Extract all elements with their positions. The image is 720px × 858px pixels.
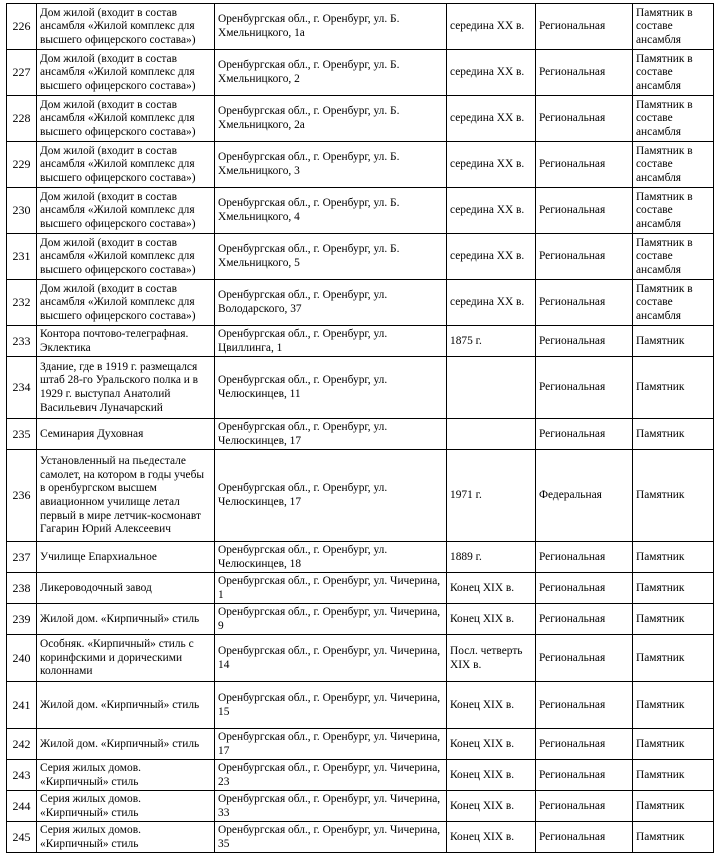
cell-address: Оренбургская обл., г. Оренбург, ул. Б. Хмельницкого, 3 [215,142,447,188]
cell-name: Училище Епархиальное [37,542,215,573]
table-row [7,234,714,280]
cell-date: 1875 г. [447,326,536,357]
table-row [7,760,714,791]
cell-name: Дом жилой (входит в состав ансамбля «Жилой комплекс для высшего офицерского состава») [37,96,215,142]
cell-date: 1889 г. [447,542,536,573]
cell-date: середина XX в. [447,142,536,188]
cell-category: Региональная [536,729,633,760]
cell-address: Оренбургская обл., г. Оренбург, ул. Б. Хмельницкого, 2 [215,50,447,96]
cell-number: 231 [7,234,37,280]
cell-name: Дом жилой (входит в состав ансамбля «Жилой комплекс для высшего офицерского состава») [37,280,215,326]
cell-category: Региональная [536,604,633,635]
cell-address: Оренбургская обл., г. Оренбург, ул. Чичерина, 14 [215,635,447,682]
cell-type: Памятник [633,791,714,822]
cell-name: Дом жилой (входит в состав ансамбля «Жилой комплекс для высшего офицерского состава») [37,50,215,96]
cell-address: Оренбургская обл., г. Оренбург, ул. Челюскинцев, 18 [215,542,447,573]
cell-category: Региональная [536,760,633,791]
cell-number: 229 [7,142,37,188]
cell-type: Памятник в составе ансамбля [633,280,714,326]
cell-number: 244 [7,791,37,822]
cell-name: Семинария Духовная [37,419,215,450]
cell-name: Дом жилой (входит в состав ансамбля «Жилой комплекс для высшего офицерского состава») [37,4,215,50]
cell-category: Региональная [536,50,633,96]
cell-type: Памятник [633,729,714,760]
cell-category: Региональная [536,142,633,188]
cell-type: Памятник [633,450,714,542]
cell-type: Памятник [633,822,714,853]
cell-name: Серия жилых домов. «Кирпичный» стиль [37,822,215,853]
cell-address: Оренбургская обл., г. Оренбург, ул. Цвиллинга, 1 [215,326,447,357]
cell-address: Оренбургская обл., г. Оренбург, ул. Чичерина, 15 [215,682,447,729]
cell-type: Памятник [633,357,714,419]
cell-date: середина XX в. [447,96,536,142]
cell-number: 232 [7,280,37,326]
table-row [7,357,714,419]
cell-date: середина XX в. [447,4,536,50]
cell-number: 245 [7,822,37,853]
cell-number: 230 [7,188,37,234]
cell-address: Оренбургская обл., г. Оренбург, ул. Чичерина, 1 [215,573,447,604]
cell-name: Жилой дом. «Кирпичный» стиль [37,729,215,760]
cell-number: 235 [7,419,37,450]
cell-address: Оренбургская обл., г. Оренбург, ул. Челюскинцев, 11 [215,357,447,419]
table-row [7,419,714,450]
cell-date: Конец XIX в. [447,682,536,729]
table-row [7,822,714,853]
table-row [7,573,714,604]
cell-date: 1971 г. [447,450,536,542]
cell-name: Ликероводочный завод [37,573,215,604]
cell-address: Оренбургская обл., г. Оренбург, ул. Чичерина, 35 [215,822,447,853]
table-row [7,542,714,573]
cell-name: Жилой дом. «Кирпичный» стиль [37,604,215,635]
cell-type: Памятник [633,682,714,729]
cell-address: Оренбургская обл., г. Оренбург, ул. Володарского, 37 [215,280,447,326]
cell-date: Конец XIX в. [447,760,536,791]
cell-type: Памятник в составе ансамбля [633,234,714,280]
cell-name: Серия жилых домов. «Кирпичный» стиль [37,791,215,822]
cell-type: Памятник [633,604,714,635]
cell-date: середина XX в. [447,234,536,280]
table-row [7,50,714,96]
cell-type: Памятник [633,635,714,682]
cell-category: Региональная [536,188,633,234]
cell-category: Региональная [536,96,633,142]
cell-name: Здание, где в 1919 г. размещался штаб 28-го Уральского полка и в 1929 г. выступал Анатолий Васильевич Луначарский [37,357,215,419]
table-row [7,682,714,729]
cell-address: Оренбургская обл., г. Оренбург, ул. Б. Хмельницкого, 5 [215,234,447,280]
cell-category: Региональная [536,234,633,280]
cell-category: Региональная [536,635,633,682]
cell-category: Региональная [536,542,633,573]
cell-category: Региональная [536,280,633,326]
cell-category: Региональная [536,573,633,604]
cell-number: 238 [7,573,37,604]
cell-address: Оренбургская обл., г. Оренбург, ул. Челюскинцев, 17 [215,450,447,542]
table-row [7,326,714,357]
cell-name: Жилой дом. «Кирпичный» стиль [37,682,215,729]
cell-category: Региональная [536,357,633,419]
cell-number: 242 [7,729,37,760]
table-row [7,280,714,326]
cell-type: Памятник [633,760,714,791]
cell-number: 237 [7,542,37,573]
cell-address: Оренбургская обл., г. Оренбург, ул. Б. Хмельницкого, 1а [215,4,447,50]
cell-date: середина XX в. [447,50,536,96]
cell-category: Региональная [536,791,633,822]
cell-name: Дом жилой (входит в состав ансамбля «Жилой комплекс для высшего офицерского состава») [37,234,215,280]
cell-category: Региональная [536,822,633,853]
cell-date: Конец XIX в. [447,729,536,760]
cell-type: Памятник [633,419,714,450]
cell-name: Дом жилой (входит в состав ансамбля «Жилой комплекс для высшего офицерского состава») [37,142,215,188]
table-row [7,4,714,50]
cell-date: Конец XIX в. [447,573,536,604]
cell-number: 240 [7,635,37,682]
cell-name: Установленный на пьедестале самолет, на котором в годы учебы в оренбургском высшем авиационном училище летал первый в мире летчик-космонавт Гагарин Юрий Алексеевич [37,450,215,542]
cell-name: Серия жилых домов. «Кирпичный» стиль [37,760,215,791]
cell-type: Памятник в составе ансамбля [633,188,714,234]
cell-name: Контора почтово-телеграфная. Эклектика [37,326,215,357]
cell-type: Памятник в составе ансамбля [633,4,714,50]
table-body [7,4,714,853]
cell-date: Конец XIX в. [447,791,536,822]
cell-category: Федеральная [536,450,633,542]
cell-number: 227 [7,50,37,96]
cell-category: Региональная [536,419,633,450]
cell-number: 234 [7,357,37,419]
cell-number: 239 [7,604,37,635]
cell-number: 236 [7,450,37,542]
cell-type: Памятник в составе ансамбля [633,96,714,142]
table-row [7,96,714,142]
cell-address: Оренбургская обл., г. Оренбург, ул. Чичерина, 9 [215,604,447,635]
table-row [7,188,714,234]
cell-number: 226 [7,4,37,50]
cell-address: Оренбургская обл., г. Оренбург, ул. Челюскинцев, 17 [215,419,447,450]
cell-date [447,357,536,419]
cell-category: Региональная [536,4,633,50]
cell-category: Региональная [536,326,633,357]
table-row [7,635,714,682]
table-row [7,142,714,188]
cell-name: Особняк. «Кирпичный» стиль с коринфскими и дорическими колоннами [37,635,215,682]
cell-category: Региональная [536,682,633,729]
cell-date [447,419,536,450]
cell-date: Конец XIX в. [447,604,536,635]
cell-name: Дом жилой (входит в состав ансамбля «Жилой комплекс для высшего офицерского состава») [37,188,215,234]
heritage-table [6,3,714,853]
cell-address: Оренбургская обл., г. Оренбург, ул. Чичерина, 17 [215,729,447,760]
cell-type: Памятник [633,326,714,357]
cell-number: 233 [7,326,37,357]
cell-type: Памятник [633,542,714,573]
table-row [7,604,714,635]
cell-type: Памятник в составе ансамбля [633,50,714,96]
cell-date: Посл. четверть XIX в. [447,635,536,682]
table-row [7,450,714,542]
table-row [7,729,714,760]
cell-address: Оренбургская обл., г. Оренбург, ул. Б. Хмельницкого, 4 [215,188,447,234]
cell-address: Оренбургская обл., г. Оренбург, ул. Чичерина, 23 [215,760,447,791]
cell-address: Оренбургская обл., г. Оренбург, ул. Чичерина, 33 [215,791,447,822]
cell-number: 241 [7,682,37,729]
cell-number: 243 [7,760,37,791]
cell-number: 228 [7,96,37,142]
cell-date: середина XX в. [447,188,536,234]
cell-type: Памятник [633,573,714,604]
cell-date: середина XX в. [447,280,536,326]
cell-address: Оренбургская обл., г. Оренбург, ул. Б. Хмельницкого, 2а [215,96,447,142]
cell-date: Конец XIX в. [447,822,536,853]
cell-type: Памятник в составе ансамбля [633,142,714,188]
table-row [7,791,714,822]
